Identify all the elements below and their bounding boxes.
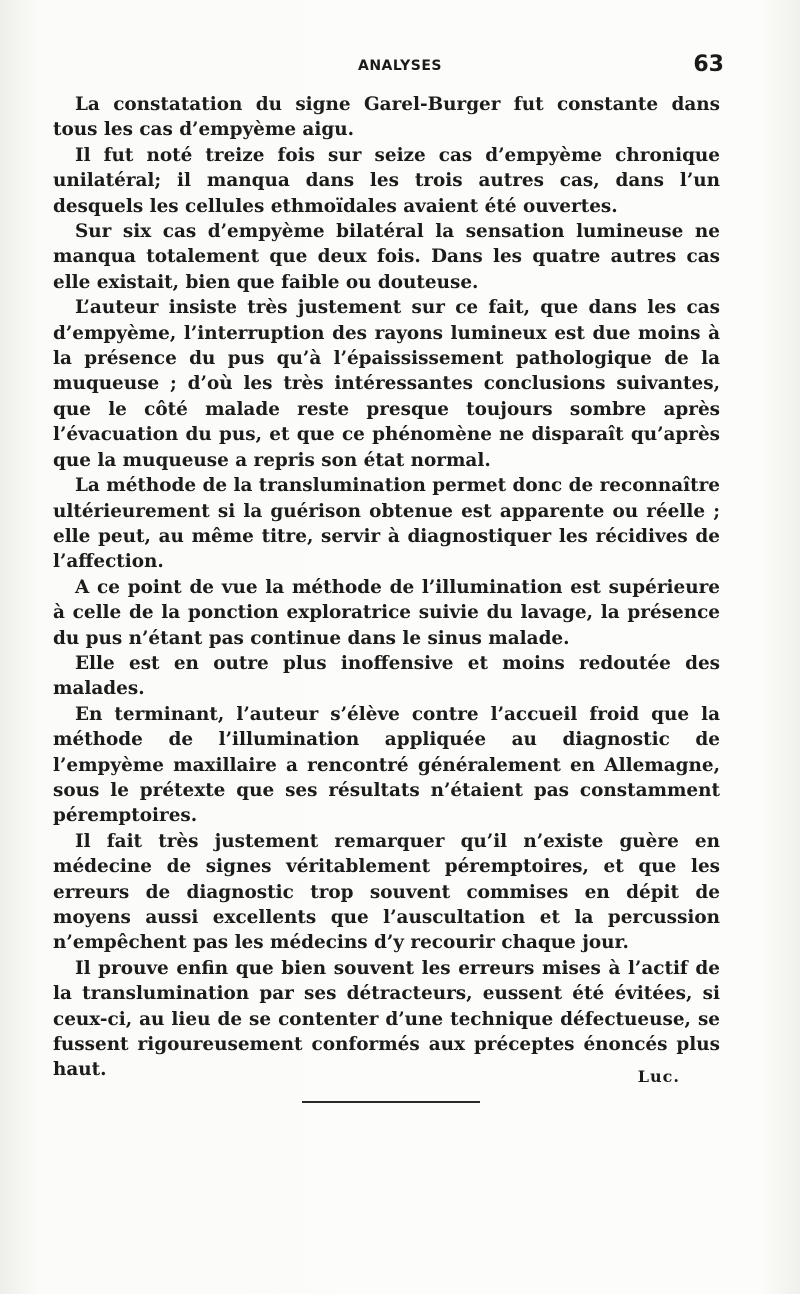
paragraph: Il prouve enfin que bien souvent les erreurs mises à l’actif de la translumination par ses détracteurs, eussent été évitées, si ceux-ci, au lieu de se contenter d’une technique défectueuse, se fussent rigoureusement conformés aux préceptes énoncés plus haut. (53, 957, 720, 1081)
page-number: 63 (693, 52, 724, 77)
paragraph: En terminant, l’auteur s’élève contre l’accueil froid que la méthode de l’illumination appliquée au diagnostic de l’empyème maxillaire a rencontré généralement en Allemagne, sous le prétexte que ses résultats n’étaient pas constamment péremptoires. (53, 703, 720, 827)
paragraph: Sur six cas d’empyème bilatéral la sensation lumineuse ne manqua totalement que deux fois. Dans les quatre autres cas elle existait, bien que faible ou douteuse. (53, 221, 720, 293)
paragraph: La méthode de la translumination permet donc de reconnaître ultérieurement si la guérison obtenue est apparente ou réelle ; elle peut, au même titre, servir à diagnostiquer les récidives de l’affection. (53, 475, 720, 573)
paragraph: Elle est en outre plus inoffensive et moins redoutée des malades. (53, 652, 720, 700)
paragraph: A ce point de vue la méthode de l’illumination est supérieure à celle de la ponction exploratrice suivie du lavage, la présence du pus n’étant pas continue dans le sinus malade. (53, 576, 720, 649)
author-signature: Luc. (637, 1067, 680, 1086)
paragraph: Il fut noté treize fois sur seize cas d’empyème chronique unilatéral; il manqua dans les trois autres cas, dans l’un desquels les cellules ethmoïdales avaient été ouvertes. (53, 144, 720, 217)
section-divider (302, 1101, 480, 1103)
paragraph: La constatation du signe Garel-Burger fut constante dans tous les cas d’empyème aigu. (53, 94, 720, 141)
paragraph: Il fait très justement remarquer qu’il n’existe guère en médecine de signes véritablement péremptoires, et que les erreurs de diagnostic trop souvent commises en dépit de moyens aussi excellents que l’auscultation et la percussion n’empêchent pas les médecins d’y recourir chaque jour. (53, 830, 720, 954)
paragraph: L’auteur insiste très justement sur ce fait, que dans les cas d’empyème, l’interruption des rayons lumineux est due moins à la présence du pus qu’à l’épaississement pathologique de la muqueuse ; d’où les très intéressantes conclusions suivantes, que le côté malade reste presque toujours sombre après l’évacuation du pus, et que ce phénomène ne disparaît qu’après que la muqueuse a repris son état normal. (53, 297, 720, 471)
article-body (53, 92, 720, 1083)
running-header: ANALYSES (358, 58, 442, 74)
